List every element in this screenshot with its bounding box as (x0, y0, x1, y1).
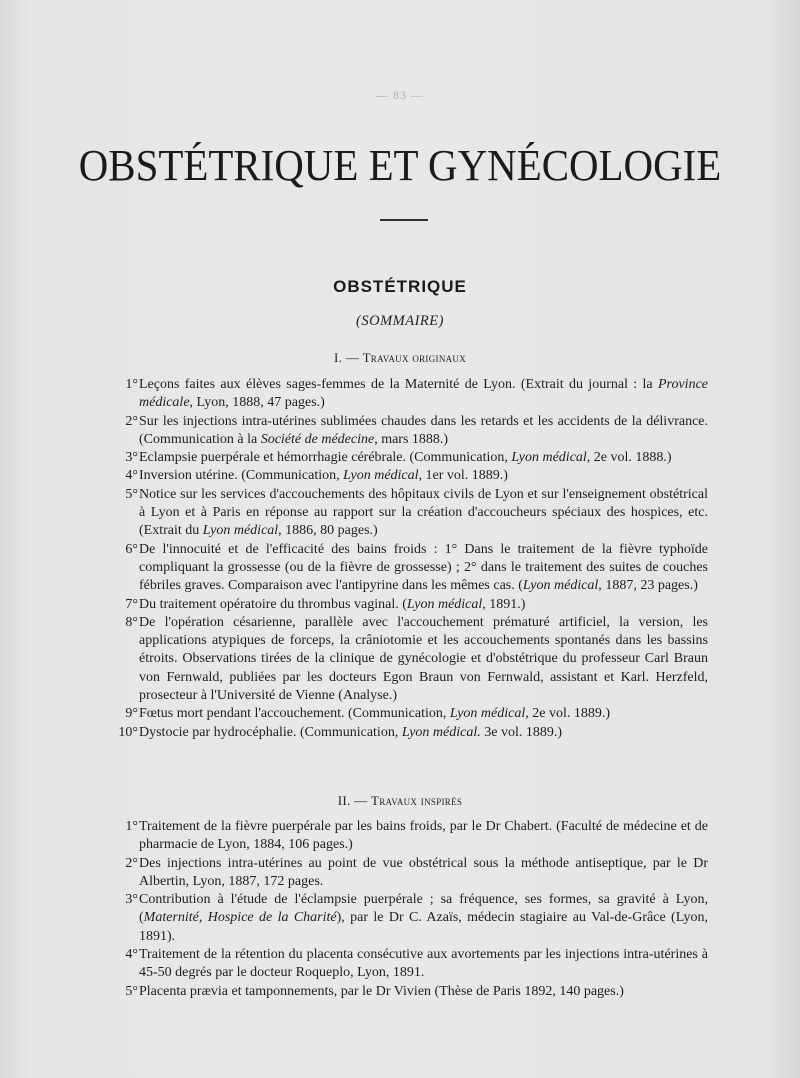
list-item (112, 486, 708, 541)
item-citation-italic: Lyon médical (202, 523, 279, 539)
item-text: De l'opération césarienne, parallèle avec l'accouchement prématuré artificiel, la version, les applications atypiques de forceps, la crâniotomie et les accouchements spontanés dans les bassins étroits. Observations tirées de la clinique de gynécologie et d'obstétrique du professeur Carl Braun von Fernwald, publiées par les docteurs Egon Braun von Fernwald, assistant et Karl. Herzfeld, prosecteur à l'Université de Vienne (Analyse.) (139, 614, 708, 704)
inspired-works-list (112, 818, 708, 1001)
item-number: 8° (125, 614, 138, 630)
item-text: 2e vol. 1888.) (590, 450, 672, 466)
list-item (112, 449, 708, 467)
item-citation-italic: Maternité, Hospice de la Charité (143, 910, 337, 926)
item-text: Placenta prævia et tamponnements, par le Dr Vivien (Thèse de Paris 1892, 140 pages.) (139, 983, 624, 999)
list-item (112, 541, 708, 596)
item-number: 10° (118, 724, 138, 740)
item-text: Leçons faites aux élèves sages-femmes de la Maternité de Lyon. (Extrait du journal : la (139, 377, 658, 392)
item-text: 3e vol. 1889.) (480, 724, 562, 740)
list-item (112, 946, 708, 983)
group-heading-1: I. — Travaux originaux (333, 350, 467, 365)
item-number: 5° (125, 983, 138, 999)
item-citation-italic: Société de médecine (260, 431, 375, 447)
item-citation-italic: Lyon médical (406, 596, 483, 612)
list-item (112, 596, 708, 614)
list-item (112, 855, 708, 892)
item-citation-italic: Province médicale (139, 377, 708, 411)
item-number: 5° (125, 486, 138, 502)
item-number: 1° (125, 377, 138, 392)
page-title: OBSTÉTRIQUE ET GYNÉCOLOGIE (78, 141, 722, 190)
item-text: De l'innocuité et de l'efficacité des bains froids : 1° Dans le traitement de la fièvre typhoïde compliquant la grossesse (ou de la fièvre de grossesse) ; 2° dans le traitement des suites de couches fébriles graves. Comparaison avec l'antipyrine dans les mêmes cas. ( (139, 541, 708, 594)
item-text: Inversion utérine. (Communication, (139, 468, 344, 484)
item-text: Dystocie par hydrocéphalie. (Communication, (139, 724, 402, 740)
page-number: — 83 — (376, 88, 424, 102)
item-text: Sur les injections intra-utérines sublimées chaudes dans les retards et les accidents de la délivrance. (Communication à la (139, 413, 708, 447)
item-text: , 1886, 80 pages.) (278, 523, 378, 539)
item-number: 4° (125, 947, 138, 963)
item-text: Eclampsie puerpérale et hémorrhagie cérébrale. (Communication, (139, 450, 512, 466)
item-text: Contribution à l'étude de l'éclampsie puerpérale ; sa fréquence, ses formes, sa gravité à Lyon, ( (139, 892, 708, 926)
list-item (112, 413, 708, 450)
item-number: 3° (125, 450, 138, 466)
group-heading-2: II. — Travaux inspirés (337, 793, 463, 808)
item-number: 2° (125, 855, 138, 871)
item-citation-italic: Lyon médical, (511, 450, 591, 466)
section-title: OBSTÉTRIQUE (333, 277, 467, 296)
item-text: Du traitement opératoire du thrombus vaginal. ( (139, 596, 407, 612)
item-text: , mars 1888.) (374, 431, 449, 447)
item-text: Traitement de la fièvre puerpérale par les bains froids, par le Dr Chabert. (Faculté de médecine et de pharmacie de Lyon, 1884, 106 pages.) (139, 819, 708, 853)
item-text: 2e vol. 1889.) (528, 706, 611, 722)
item-text: , Lyon, 1888, 47 pages.) (189, 395, 325, 411)
item-text: , 1891.) (482, 596, 526, 612)
item-number: 7° (125, 596, 138, 612)
item-number: 6° (125, 541, 138, 557)
item-citation-italic: Lyon médical, (522, 578, 602, 594)
list-item (112, 818, 708, 855)
item-text: , 1er vol. 1889.) (418, 468, 508, 484)
item-text: Des injections intra-utérines au point de vue obstétrical sous la méthode antiseptique, par le Dr Albertin, Lyon, 1887, 172 pages. (139, 855, 708, 889)
item-number: 3° (125, 892, 138, 908)
list-item (112, 724, 708, 742)
list-item (112, 467, 708, 485)
item-text: ), par le Dr C. Azaïs, médecin stagiaire au Val-de-Grâce (Lyon, 1891). (139, 910, 708, 944)
item-number: 9° (125, 706, 138, 722)
item-number: 1° (125, 819, 138, 834)
item-number: 4° (125, 468, 138, 484)
item-citation-italic: Lyon médical. (401, 724, 481, 740)
list-item (112, 983, 708, 1001)
section-subtitle: (SOMMAIRE) (356, 313, 444, 329)
item-text: Notice sur les services d'accouchements des hôpitaux civils de Lyon et sur l'enseignement obstétrical à Lyon et à Paris en réponse au rapport sur la création d'accoucheurs spéciaux des hospices, etc. (Extrait du (139, 486, 708, 539)
item-text: 1887, 23 pages.) (601, 578, 698, 594)
item-citation-italic: Lyon médical, (449, 706, 529, 722)
title-divider (380, 219, 428, 221)
list-item (112, 891, 708, 946)
original-works-list (112, 376, 708, 742)
item-text: Traitement de la rétention du placenta consécutive aux avortements par les injections intra-utérines à 45-50 degrés par le docteur Roqueplo, Lyon, 1891. (139, 947, 708, 981)
item-number: 2° (125, 413, 138, 429)
list-item (112, 376, 708, 413)
list-item (112, 705, 708, 723)
list-item (112, 614, 708, 705)
item-text: Fœtus mort pendant l'accouchement. (Communication, (139, 706, 450, 722)
item-citation-italic: Lyon médical (343, 468, 419, 484)
